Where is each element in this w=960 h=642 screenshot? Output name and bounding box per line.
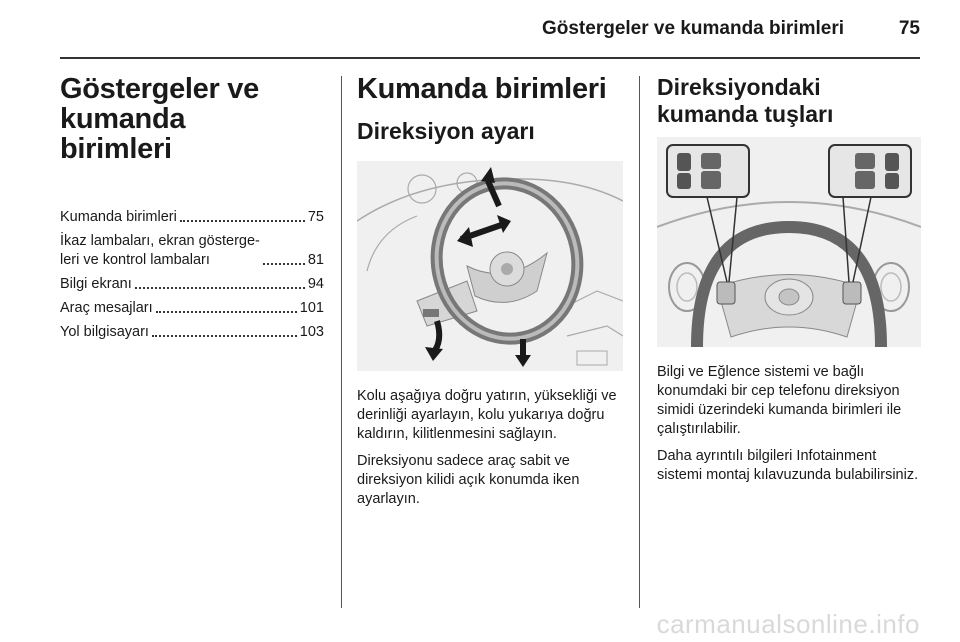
toc-item-title: Bilgi ekranı — [60, 276, 132, 292]
subsection-title: Direksiyon ayarı — [357, 118, 535, 144]
toc-item-page: 101 — [299, 300, 324, 316]
header-title: Göstergeler ve kumanda birimleri — [541, 18, 844, 39]
table-of-contents — [60, 208, 324, 342]
toc-item-page: 94 — [307, 276, 324, 292]
toc-item-page: 75 — [307, 209, 324, 225]
steering-controls-illustration — [657, 137, 921, 347]
watermark: carmanualsonline.info — [656, 609, 920, 639]
steering-adjust-illustration — [357, 161, 623, 371]
column-divider — [639, 76, 640, 608]
toc-item-page: 81 — [307, 252, 324, 268]
toc-item[interactable] — [60, 208, 324, 227]
column-contents — [60, 74, 324, 347]
column-steering-adjust — [357, 74, 623, 509]
column-divider — [341, 76, 342, 608]
toc-leader — [263, 263, 305, 265]
toc-leader — [135, 287, 305, 289]
toc-item[interactable] — [60, 275, 324, 294]
toc-item[interactable] — [60, 232, 324, 270]
steering-paragraph-2: Direksiyonu sadece araç sabit ve direksiyon kilidi açık konumda iken ayarlayın. — [357, 453, 580, 507]
toc-item-title: Araç mesajları — [60, 300, 153, 316]
toc-item-title: İkaz lambaları, ekran gösterge- leri ve kontrol lambaları — [60, 233, 260, 268]
section-title: Kumanda birimleri — [357, 73, 607, 105]
column-steering-controls — [657, 74, 921, 485]
section-title: Direksiyondaki kumanda tuşları — [657, 74, 834, 127]
toc-leader — [152, 335, 297, 337]
chapter-title: Göstergeler ve kumanda birimleri — [60, 73, 259, 165]
header-rule — [60, 57, 920, 59]
steering-paragraph-1: Kolu aşağıya doğru yatırın, yüksekliği ve derinliği ayarlayın, kolu yukarıya doğru kaldırın, kilitlenmesini sağlayın. — [357, 388, 617, 442]
page-number: 75 — [898, 18, 920, 39]
controls-paragraph-2: Daha ayrıntılı bilgileri Infotainment sistemi montaj kılavuzunda bulabilirsiniz. — [657, 448, 919, 483]
toc-item[interactable] — [60, 299, 324, 318]
toc-item[interactable] — [60, 323, 324, 342]
toc-item-title: Kumanda birimleri — [60, 209, 177, 225]
controls-paragraph-1: Bilgi ve Eğlence sistemi ve bağlı konumdaki bir cep telefonu direksiyon simidi üzerindeki kumanda birimleri ile çalıştırılabilir. — [657, 364, 902, 437]
toc-item-page: 103 — [299, 324, 324, 340]
toc-leader — [156, 311, 297, 313]
toc-item-title: Yol bilgisayarı — [60, 324, 149, 340]
toc-leader — [180, 220, 305, 222]
